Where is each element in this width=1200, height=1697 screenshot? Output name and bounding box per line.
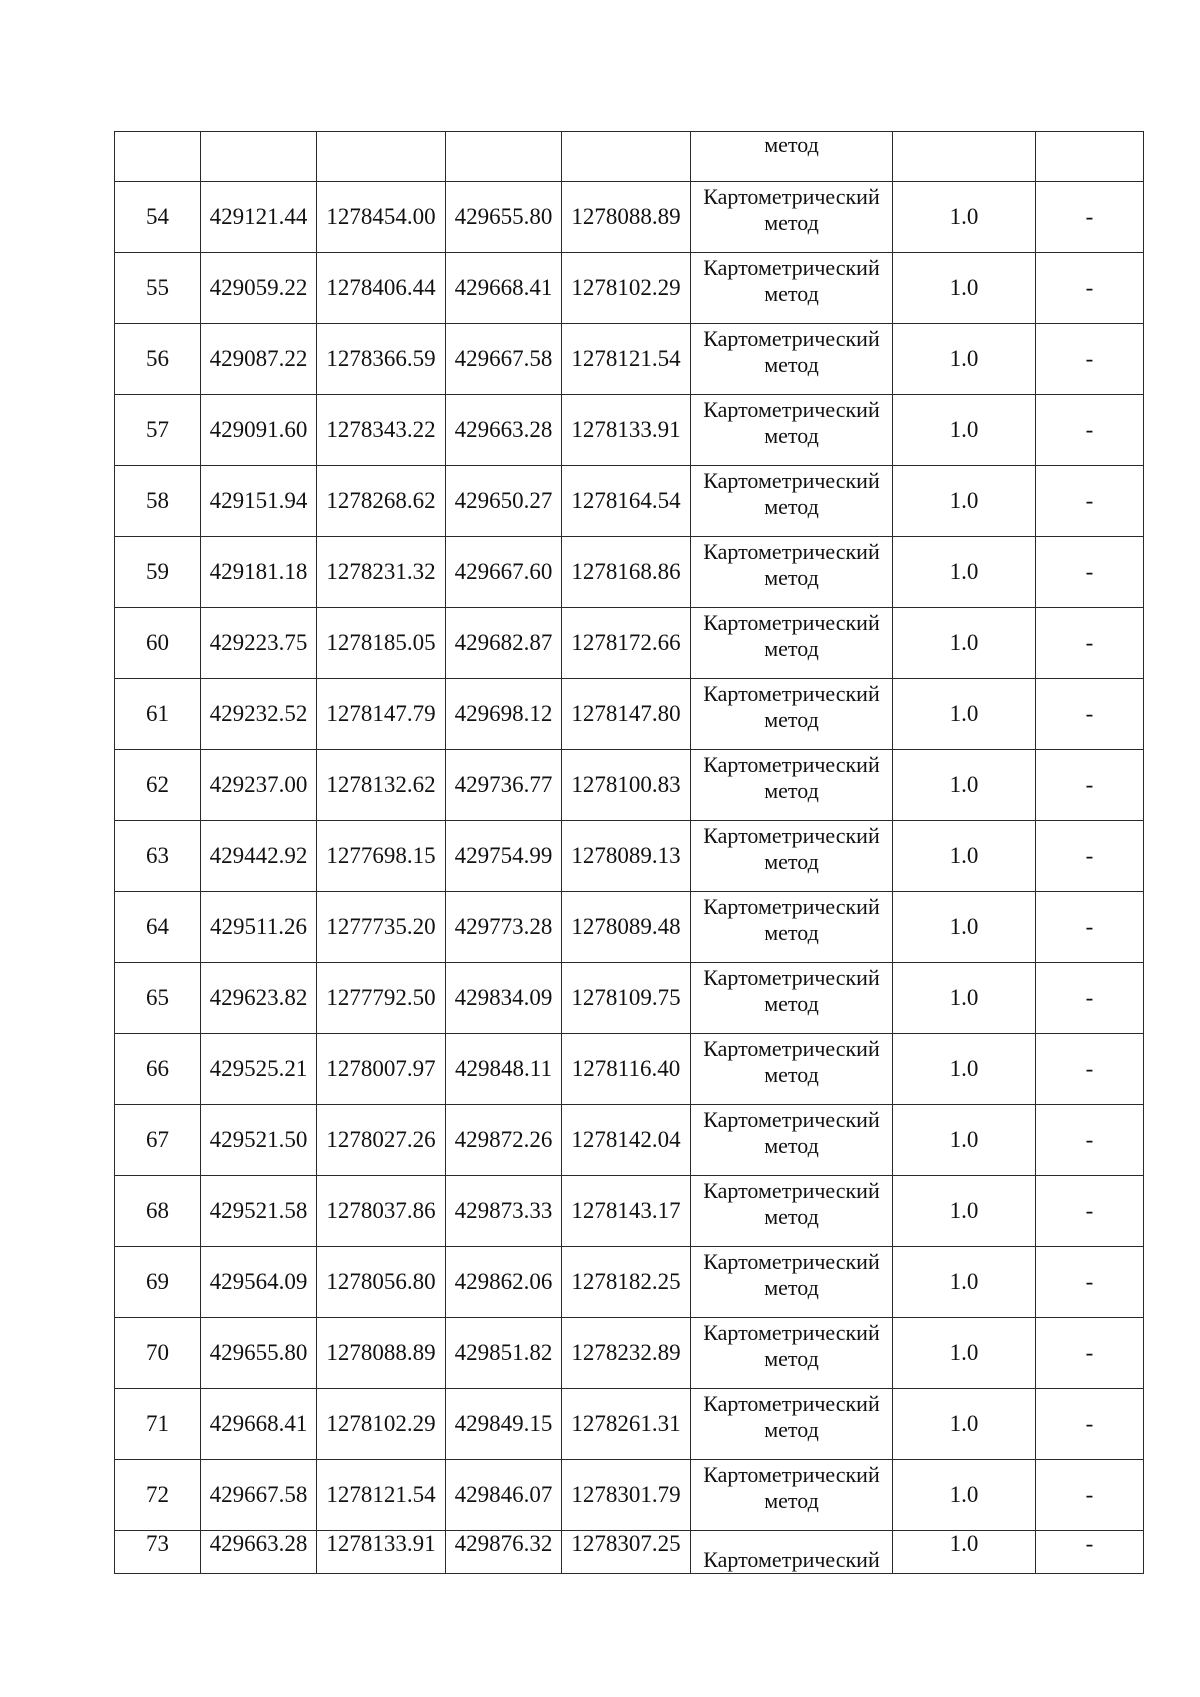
method-line1: Картометрический (703, 184, 880, 209)
cell-y2: 1278307.25 (562, 1531, 691, 1574)
cell-x1: 429091.60 (201, 395, 317, 466)
cell-number: 56 (115, 324, 201, 395)
cell-method (691, 182, 893, 253)
table-body (115, 132, 1144, 1574)
cell-x1: 429655.80 (201, 1318, 317, 1389)
cell-x2: 429668.41 (446, 253, 562, 324)
table-row (115, 1389, 1144, 1460)
cell-method (691, 1318, 893, 1389)
cell-y2: 1278261.31 (562, 1389, 691, 1460)
cell-y1: 1277735.20 (317, 892, 446, 963)
cell-note: - (1036, 963, 1144, 1034)
method-line2: метод (764, 707, 819, 732)
cell-y1: 1278147.79 (317, 679, 446, 750)
cell-number: 70 (115, 1318, 201, 1389)
method-line1: Картометрический (703, 1036, 880, 1061)
cell-note: - (1036, 821, 1144, 892)
cell-note: - (1036, 1389, 1144, 1460)
cell-number: 55 (115, 253, 201, 324)
cell-note: - (1036, 892, 1144, 963)
cell-number: 68 (115, 1176, 201, 1247)
cell-x2: 429667.58 (446, 324, 562, 395)
table-row (115, 182, 1144, 253)
cell-x2: 429736.77 (446, 750, 562, 821)
cell-x2: 429876.32 (446, 1531, 562, 1574)
cell-accuracy: 1.0 (893, 324, 1036, 395)
cell-method (691, 324, 893, 395)
cell-number: 72 (115, 1460, 201, 1531)
cell-method (691, 1176, 893, 1247)
cell-x2: 429849.15 (446, 1389, 562, 1460)
cell-x1: 429623.82 (201, 963, 317, 1034)
method-line1: Картометрический (703, 397, 880, 422)
coordinates-table (114, 131, 1144, 1574)
cell-number: 71 (115, 1389, 201, 1460)
continued-row (115, 132, 1144, 182)
method-line1: Картометрический (703, 1107, 880, 1132)
method-line2: метод (764, 1275, 819, 1300)
cell-accuracy: 1.0 (893, 821, 1036, 892)
cell-note: - (1036, 1034, 1144, 1105)
method-line1: Картометрический (703, 681, 880, 706)
method-line2: метод (764, 423, 819, 448)
method-line2: метод (764, 1204, 819, 1229)
cell-x1: 429223.75 (201, 608, 317, 679)
method-line2: метод (764, 494, 819, 519)
cell-y2: 1278164.54 (562, 466, 691, 537)
cell-method (691, 253, 893, 324)
cell-number: 69 (115, 1247, 201, 1318)
cell-x2: 429846.07 (446, 1460, 562, 1531)
cell-y2: 1278109.75 (562, 963, 691, 1034)
method-line2: метод (764, 1346, 819, 1371)
cell-number: 60 (115, 608, 201, 679)
method-line1: Картометрический (703, 255, 880, 280)
cell-y2: 1278168.86 (562, 537, 691, 608)
cell-note: - (1036, 1176, 1144, 1247)
cell-x2: 429848.11 (446, 1034, 562, 1105)
cell-accuracy (893, 132, 1036, 182)
cell-accuracy: 1.0 (893, 1318, 1036, 1389)
method-line2: метод (764, 1488, 819, 1513)
table-row (115, 608, 1144, 679)
cell-note: - (1036, 1531, 1144, 1574)
table-row (115, 1247, 1144, 1318)
cell-x2: 429862.06 (446, 1247, 562, 1318)
cell-x1: 429525.21 (201, 1034, 317, 1105)
cell-note: - (1036, 608, 1144, 679)
cell-method (691, 679, 893, 750)
cell-x1: 429237.00 (201, 750, 317, 821)
method-line1: Картометрический (703, 1391, 880, 1416)
table-row-last (115, 1531, 1144, 1574)
cell-y1: 1278132.62 (317, 750, 446, 821)
table-row (115, 821, 1144, 892)
cell-number (115, 132, 201, 182)
cell-x2: 429682.87 (446, 608, 562, 679)
cell-x1: 429442.92 (201, 821, 317, 892)
cell-x1: 429059.22 (201, 253, 317, 324)
cell-x1: 429151.94 (201, 466, 317, 537)
cell-method (691, 132, 893, 182)
cell-accuracy: 1.0 (893, 537, 1036, 608)
cell-number: 67 (115, 1105, 201, 1176)
cell-y1: 1277792.50 (317, 963, 446, 1034)
cell-accuracy: 1.0 (893, 1460, 1036, 1531)
method-line2: метод (764, 1062, 819, 1087)
cell-number: 57 (115, 395, 201, 466)
cell-note: - (1036, 182, 1144, 253)
cell-number: 64 (115, 892, 201, 963)
method-line1: Картометрический (703, 752, 880, 777)
cell-x2: 429667.60 (446, 537, 562, 608)
cell-method (691, 1247, 893, 1318)
cell-method (691, 1034, 893, 1105)
cell-accuracy: 1.0 (893, 1531, 1036, 1574)
method-line1: Картометрический (703, 1462, 880, 1487)
method-line2: метод (764, 352, 819, 377)
cell-note: - (1036, 395, 1144, 466)
cell-accuracy: 1.0 (893, 466, 1036, 537)
method-line1: Картометрический (703, 1320, 880, 1345)
cell-x1: 429663.28 (201, 1531, 317, 1574)
table-row (115, 1105, 1144, 1176)
method-line2: метод (764, 849, 819, 874)
method-line1: Картометрический (703, 1547, 880, 1572)
cell-x1 (201, 132, 317, 182)
cell-number: 59 (115, 537, 201, 608)
cell-y1: 1278366.59 (317, 324, 446, 395)
cell-number: 61 (115, 679, 201, 750)
cell-y2: 1278182.25 (562, 1247, 691, 1318)
cell-x1: 429232.52 (201, 679, 317, 750)
table-row (115, 466, 1144, 537)
method-line2: метод (764, 1133, 819, 1158)
method-line2: метод (764, 1417, 819, 1442)
cell-y1: 1278007.97 (317, 1034, 446, 1105)
cell-x1: 429564.09 (201, 1247, 317, 1318)
cell-method (691, 963, 893, 1034)
cell-y1: 1278454.00 (317, 182, 446, 253)
cell-x2 (446, 132, 562, 182)
cell-method (691, 395, 893, 466)
method-line1: Картометрический (703, 894, 880, 919)
method-line2: метод (764, 636, 819, 661)
table-row (115, 1460, 1144, 1531)
cell-y1: 1278133.91 (317, 1531, 446, 1574)
cell-y1: 1278343.22 (317, 395, 446, 466)
cell-method (691, 1105, 893, 1176)
method-line1: Картометрический (703, 610, 880, 635)
cell-y1: 1278121.54 (317, 1460, 446, 1531)
cell-method (691, 537, 893, 608)
cell-x1: 429668.41 (201, 1389, 317, 1460)
method-line2: метод (764, 565, 819, 590)
cell-y1: 1278185.05 (317, 608, 446, 679)
cell-note: - (1036, 679, 1144, 750)
cell-note: - (1036, 1318, 1144, 1389)
cell-x1: 429521.50 (201, 1105, 317, 1176)
cell-y2: 1278147.80 (562, 679, 691, 750)
cell-y1: 1278037.86 (317, 1176, 446, 1247)
cell-accuracy: 1.0 (893, 253, 1036, 324)
cell-y1: 1278088.89 (317, 1318, 446, 1389)
method-line1: Картометрический (703, 539, 880, 564)
cell-number: 65 (115, 963, 201, 1034)
cell-method (691, 466, 893, 537)
table-row (115, 1034, 1144, 1105)
cell-x1: 429667.58 (201, 1460, 317, 1531)
table-row (115, 324, 1144, 395)
cell-x2: 429754.99 (446, 821, 562, 892)
cell-y2: 1278143.17 (562, 1176, 691, 1247)
table-row (115, 963, 1144, 1034)
cell-method (691, 750, 893, 821)
cell-y2: 1278100.83 (562, 750, 691, 821)
table-row (115, 395, 1144, 466)
cell-accuracy: 1.0 (893, 892, 1036, 963)
cell-x2: 429872.26 (446, 1105, 562, 1176)
cell-number: 73 (115, 1531, 201, 1574)
cell-note: - (1036, 537, 1144, 608)
table-row (115, 1318, 1144, 1389)
table-row (115, 750, 1144, 821)
cell-y2: 1278121.54 (562, 324, 691, 395)
cell-y1: 1278102.29 (317, 1389, 446, 1460)
cell-y1: 1278027.26 (317, 1105, 446, 1176)
table-row (115, 1176, 1144, 1247)
cell-accuracy: 1.0 (893, 750, 1036, 821)
cell-note: - (1036, 324, 1144, 395)
cell-accuracy: 1.0 (893, 1247, 1036, 1318)
cell-method (691, 608, 893, 679)
cell-x1: 429087.22 (201, 324, 317, 395)
method-line1: Картометрический (703, 965, 880, 990)
cell-method (691, 1460, 893, 1531)
cell-number: 62 (115, 750, 201, 821)
cell-note: - (1036, 466, 1144, 537)
cell-accuracy: 1.0 (893, 1389, 1036, 1460)
method-line1: Картометрический (703, 1249, 880, 1274)
cell-accuracy: 1.0 (893, 1034, 1036, 1105)
table-row (115, 253, 1144, 324)
cell-method (691, 1389, 893, 1460)
cell-method (691, 892, 893, 963)
cell-x1: 429181.18 (201, 537, 317, 608)
method-line1: Картометрический (703, 326, 880, 351)
cell-accuracy: 1.0 (893, 608, 1036, 679)
cell-y2: 1278102.29 (562, 253, 691, 324)
method-line2: метод (764, 281, 819, 306)
cell-x1: 429121.44 (201, 182, 317, 253)
cell-number: 58 (115, 466, 201, 537)
cell-note: - (1036, 750, 1144, 821)
cell-accuracy: 1.0 (893, 679, 1036, 750)
cell-y2: 1278172.66 (562, 608, 691, 679)
cell-y2: 1278133.91 (562, 395, 691, 466)
cell-x2: 429655.80 (446, 182, 562, 253)
cell-accuracy: 1.0 (893, 963, 1036, 1034)
cell-note: - (1036, 1247, 1144, 1318)
cell-y2: 1278232.89 (562, 1318, 691, 1389)
cell-number: 54 (115, 182, 201, 253)
method-line2: метод (764, 991, 819, 1016)
cell-x2: 429698.12 (446, 679, 562, 750)
cell-accuracy: 1.0 (893, 182, 1036, 253)
cell-y2: 1278301.79 (562, 1460, 691, 1531)
cell-x2: 429663.28 (446, 395, 562, 466)
cell-y2 (562, 132, 691, 182)
cell-y1: 1278231.32 (317, 537, 446, 608)
cell-y1: 1278268.62 (317, 466, 446, 537)
cell-x2: 429834.09 (446, 963, 562, 1034)
table-row (115, 537, 1144, 608)
cell-number: 66 (115, 1034, 201, 1105)
cell-method (691, 1531, 893, 1574)
cell-y2: 1278142.04 (562, 1105, 691, 1176)
cell-y1: 1278406.44 (317, 253, 446, 324)
method-line2: метод (764, 920, 819, 945)
method-line2: метод (764, 210, 819, 235)
cell-note: - (1036, 1105, 1144, 1176)
cell-x1: 429521.58 (201, 1176, 317, 1247)
cell-note (1036, 132, 1144, 182)
cell-x2: 429851.82 (446, 1318, 562, 1389)
cell-y2: 1278088.89 (562, 182, 691, 253)
cell-x1: 429511.26 (201, 892, 317, 963)
method-line1: Картометрический (703, 1178, 880, 1203)
method-line1: Картометрический (703, 468, 880, 493)
cell-note: - (1036, 1460, 1144, 1531)
cell-y1 (317, 132, 446, 182)
cell-note: - (1036, 253, 1144, 324)
cell-number: 63 (115, 821, 201, 892)
cell-y1: 1277698.15 (317, 821, 446, 892)
cell-accuracy: 1.0 (893, 395, 1036, 466)
cell-method (691, 821, 893, 892)
method-line2: метод (764, 778, 819, 803)
table-row (115, 679, 1144, 750)
method-tail: метод (764, 132, 819, 157)
cell-y2: 1278116.40 (562, 1034, 691, 1105)
cell-y1: 1278056.80 (317, 1247, 446, 1318)
method-line1: Картометрический (703, 823, 880, 848)
cell-y2: 1278089.13 (562, 821, 691, 892)
cell-accuracy: 1.0 (893, 1105, 1036, 1176)
cell-x2: 429873.33 (446, 1176, 562, 1247)
table-row (115, 892, 1144, 963)
cell-x2: 429773.28 (446, 892, 562, 963)
cell-accuracy: 1.0 (893, 1176, 1036, 1247)
cell-x2: 429650.27 (446, 466, 562, 537)
cell-y2: 1278089.48 (562, 892, 691, 963)
